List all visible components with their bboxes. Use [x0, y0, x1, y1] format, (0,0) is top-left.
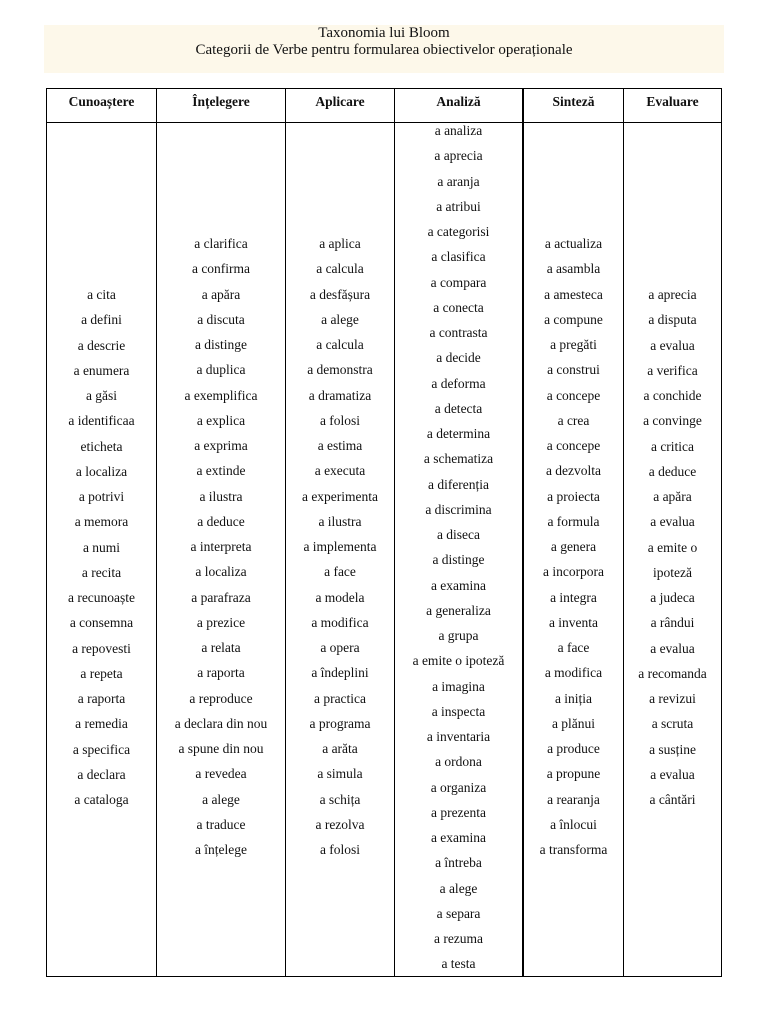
verb-item: a dramatiza [308, 387, 372, 403]
column-aplicare [286, 89, 394, 976]
column-analiza [395, 89, 522, 976]
verb-item: a separa [436, 905, 481, 921]
verb-item: a contrasta [429, 325, 488, 340]
verb-item: a discrimina [425, 501, 492, 517]
verb-item: a examina [430, 830, 487, 845]
verb-item: a amesteca [544, 286, 603, 302]
verb-item: a categorisi [427, 224, 490, 239]
verb-list [286, 231, 394, 862]
verb-item: a memora [74, 514, 129, 530]
verb-item: a critica [650, 438, 695, 454]
verb-item: a modela [315, 589, 365, 605]
verb-list [47, 282, 156, 812]
verb-item: a evalua [650, 514, 695, 530]
verb-item: a deduce [197, 513, 245, 529]
verb-item: a alege [202, 791, 240, 807]
verb-item: a reproduce [189, 690, 253, 706]
verb-item: a pregăti [550, 337, 597, 352]
verb-item: a interpreta [190, 539, 252, 554]
verb-item: a prezenta [430, 804, 487, 820]
verb-item: a apăra [201, 286, 241, 302]
verb-item: a convinge [643, 413, 702, 429]
verb-item: a practica [313, 690, 367, 706]
column-sinteza [524, 89, 623, 976]
verb-item: a parafraza [191, 589, 251, 605]
verb-item: a susține [649, 741, 696, 757]
verb-item: a numi [82, 539, 121, 555]
verb-item: a consemna [69, 615, 134, 631]
verb-item: a calcula [316, 337, 364, 352]
verb-item: a confirma [191, 261, 251, 277]
verb-item: a schița [319, 791, 361, 807]
verb-item: a generaliza [426, 602, 491, 618]
verb-item: a calcula [316, 261, 364, 277]
verb-item: a remedia [75, 716, 128, 732]
verb-item: a proiecta [547, 488, 600, 504]
verb-item: a examina [430, 577, 487, 593]
verb-item: a desfășura [309, 286, 371, 302]
verb-item: a raporta [197, 665, 245, 681]
verb-item: a emite o [647, 539, 698, 555]
verb-item: a produce [547, 741, 600, 756]
column-header: Evaluare [646, 94, 699, 109]
verb-item: a rezolva [315, 816, 365, 832]
verb-item: a inspecta [431, 703, 486, 719]
verb-item: a modifica [311, 614, 369, 630]
document-subtitle: Categorii de Verbe pentru formularea obiectivelor operaționale [195, 42, 573, 58]
verb-item: a face [557, 640, 590, 655]
verb-item: a deforma [431, 375, 486, 391]
document-title: Taxonomia lui Bloom [318, 25, 450, 41]
verb-item: a traduce [196, 816, 246, 832]
column-header: Aplicare [315, 94, 365, 109]
verb-item: a atribui [436, 198, 481, 214]
verb-item: a înlocui [550, 816, 597, 832]
verb-item: a alege [439, 880, 478, 896]
verb-item: a inventaria [426, 729, 491, 744]
verb-item: a repovesti [72, 640, 131, 656]
verb-item: a programa [309, 715, 371, 731]
verb-item: a distinge [432, 552, 485, 568]
verb-item: a localiza [195, 564, 247, 580]
verb-item: a plănui [551, 715, 596, 731]
verb-item: a implementa [303, 539, 377, 554]
verbs-table [46, 88, 722, 977]
verb-item: a recita [81, 564, 122, 580]
verb-item: a recunoaște [67, 590, 136, 605]
verb-item: a conecta [433, 299, 484, 315]
verb-item: a compune [544, 311, 603, 327]
verb-item: a actualiza [544, 236, 603, 251]
verb-item: a verifica [647, 362, 698, 378]
verb-item: a analiza [434, 123, 483, 138]
verb-item: a clarifica [194, 236, 248, 251]
verb-list [624, 282, 721, 812]
column-header: Sinteză [552, 94, 595, 109]
verb-item: a înțelege [194, 842, 248, 857]
verb-item: a estima [317, 438, 363, 453]
column-evaluare [624, 89, 721, 976]
verb-list [524, 231, 623, 862]
verb-item: a concepe [546, 387, 601, 403]
verb-item: eticheta [80, 438, 123, 454]
verb-item: a evalua [650, 766, 695, 782]
verb-item: a spune din nou [178, 741, 264, 756]
verb-item: a rearanja [547, 791, 600, 807]
verb-item: a experimenta [301, 488, 379, 504]
verb-item: a demonstra [307, 362, 373, 378]
verb-item: a relata [201, 640, 241, 655]
verb-item: a genera [550, 539, 597, 554]
verb-item: a dezvolta [545, 463, 602, 479]
verb-item: a clasifica [431, 249, 486, 265]
verb-item: a conchide [643, 388, 702, 403]
verb-item: a aprecia [434, 148, 483, 164]
verb-item: a prezice [196, 614, 246, 630]
verb-item: a disputa [648, 312, 697, 328]
verb-item: a revizui [649, 691, 696, 706]
verb-item: a exprima [194, 438, 248, 453]
verb-item: a arăta [322, 741, 358, 756]
verb-item: a inventa [548, 614, 599, 630]
verb-item: a aplica [319, 236, 361, 251]
verb-item: a formula [547, 513, 600, 529]
verb-item: a descrie [77, 337, 126, 353]
verb-item: a apăra [653, 489, 692, 504]
verb-item: a ilustra [318, 513, 362, 529]
verb-item: a iniția [554, 690, 593, 706]
verb-item: a rândui [650, 615, 695, 631]
verb-item: a îndeplini [311, 665, 369, 681]
verb-item: a specifica [72, 741, 131, 757]
verb-item: a decide [436, 350, 481, 366]
verb-item: a opera [320, 640, 360, 655]
verb-item: a folosi [319, 842, 361, 857]
verb-item: a revedea [195, 766, 247, 782]
verb-item: a declara din nou [174, 715, 268, 731]
verb-item: a grupa [438, 628, 479, 643]
verb-item: a aprecia [648, 287, 697, 302]
verb-item: a detecta [434, 400, 483, 416]
verb-item: a organiza [430, 779, 487, 795]
verb-item: a găsi [85, 388, 118, 403]
column-intelegere [157, 89, 285, 976]
verb-item: a declara [77, 766, 126, 782]
verb-item: a asambla [546, 261, 601, 277]
verb-item: a diseca [436, 527, 481, 542]
verb-item: a scruta [651, 716, 694, 732]
verb-list [395, 118, 522, 977]
verb-item: ipoteză [653, 564, 692, 580]
column-header: Cunoaștere [68, 94, 135, 109]
verb-item: a deduce [648, 463, 697, 479]
verb-item: a discuta [197, 311, 245, 327]
verb-item: a executa [314, 463, 366, 479]
verb-item: a determina [426, 426, 491, 441]
verb-item: a diferenția [427, 476, 490, 492]
verb-item: a judeca [650, 590, 695, 605]
verb-item: a incorpora [542, 564, 605, 580]
column-header: Analiză [436, 94, 481, 109]
verb-item: a raporta [77, 691, 126, 706]
verb-item: a crea [557, 412, 590, 428]
verb-item: a localiza [75, 463, 128, 479]
verb-item: a testa [441, 956, 476, 972]
document-header [44, 25, 724, 73]
verb-item: a repeta [80, 665, 123, 681]
column-header: Înțelegere [192, 94, 250, 109]
verb-list [157, 231, 285, 862]
column-cunoastere [47, 89, 156, 976]
verb-item: a emite o ipoteză [412, 653, 505, 669]
verb-item: a alege [321, 311, 359, 327]
verb-item: a exemplifica [184, 387, 258, 403]
verb-item: a explica [196, 412, 246, 428]
verb-item: a extinde [196, 463, 246, 479]
verb-item: a cântări [649, 792, 696, 807]
verb-item: a cataloga [74, 792, 129, 807]
verb-item: a imagina [432, 678, 485, 694]
verb-item: a cita [87, 287, 116, 302]
verb-item: a compara [430, 274, 487, 290]
verb-item: a distinge [194, 337, 248, 352]
verb-item: a potrivi [78, 489, 125, 504]
verb-item: a concepe [546, 438, 601, 453]
verb-item: a defini [81, 312, 122, 328]
verb-item: a duplica [196, 362, 246, 378]
verb-item: a folosi [319, 412, 361, 428]
verb-item: a aranja [437, 173, 480, 189]
verb-item: a întreba [435, 855, 482, 871]
verb-item: a face [324, 564, 356, 580]
verb-item: a integra [550, 589, 597, 605]
verb-item: a recomanda [638, 665, 707, 681]
verb-item: a evalua [650, 337, 695, 353]
verb-item: a propune [546, 766, 601, 782]
verb-item: a construi [547, 362, 600, 378]
verb-item: a transforma [539, 842, 608, 857]
verb-item: a schematiza [423, 451, 494, 467]
verb-item: a modifica [544, 665, 603, 681]
verb-item: a evalua [650, 640, 695, 656]
verb-item: a ordona [435, 754, 482, 770]
verb-item: a enumera [73, 362, 130, 378]
verb-item: a rezuma [433, 931, 484, 946]
verb-item: a simula [317, 766, 363, 782]
verb-item: a identificaa [68, 413, 135, 429]
verb-item: a ilustra [199, 488, 243, 504]
